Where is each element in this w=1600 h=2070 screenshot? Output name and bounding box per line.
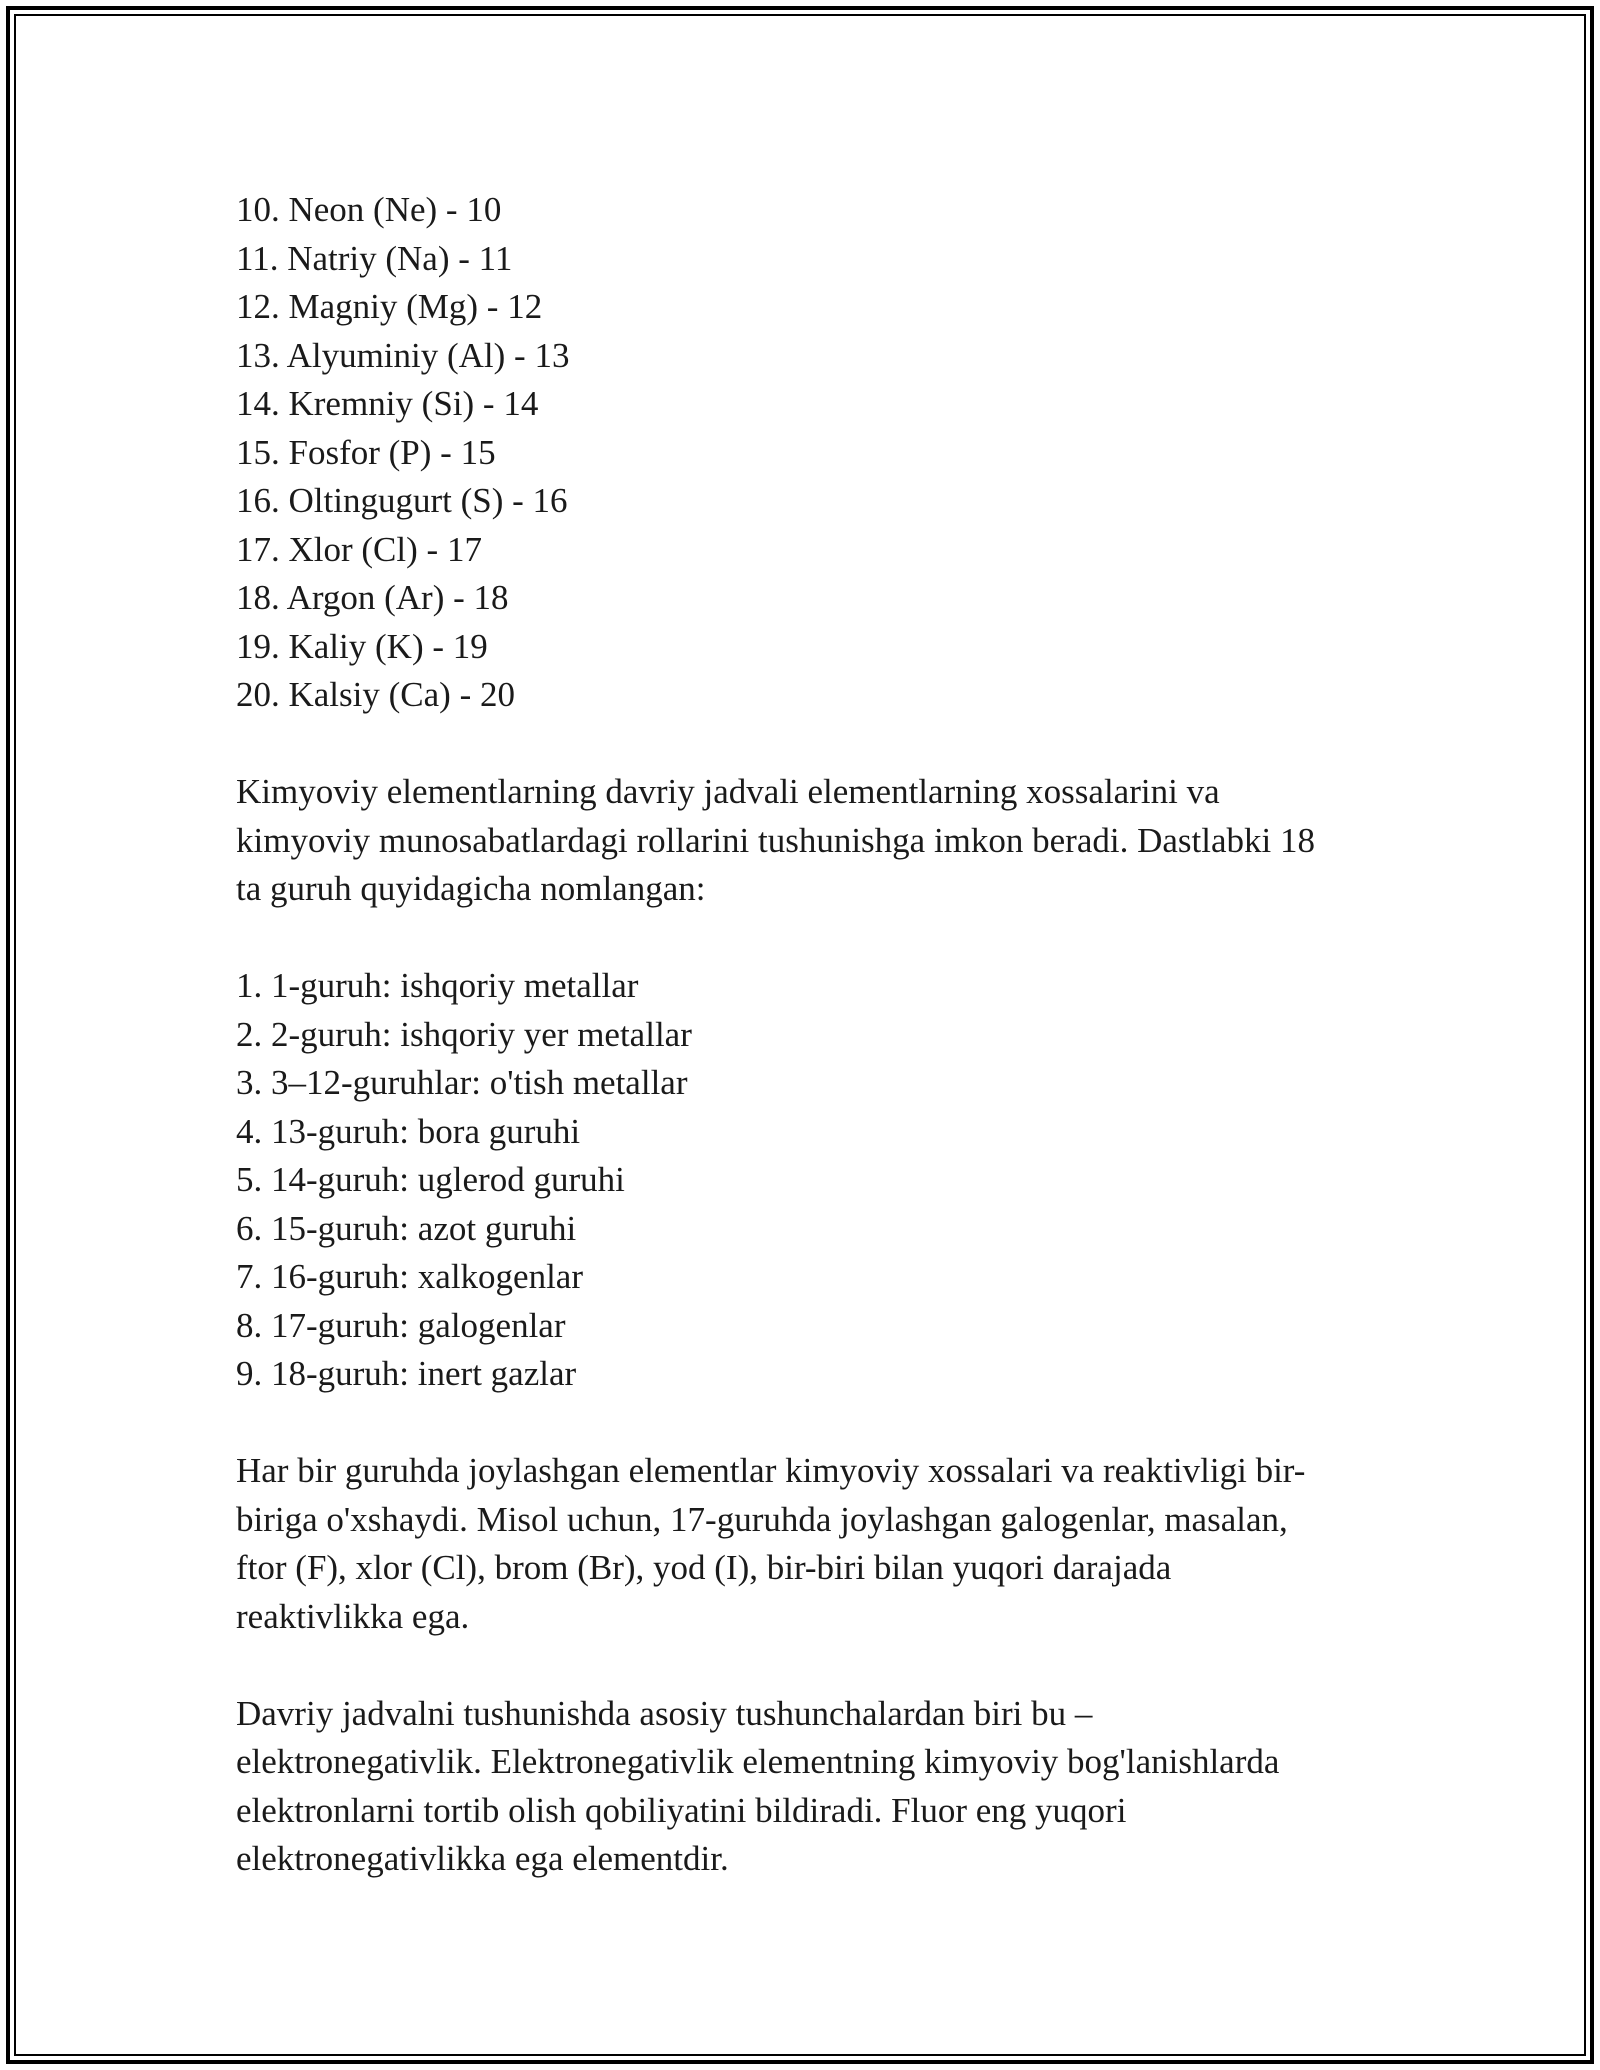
paragraph-line: biriga o'xshaydi. Misol uchun, 17-guruhda joylashgan galogenlar, masalan, xyxy=(236,1499,1288,1539)
list-item: 5. 14-guruh: uglerod guruhi xyxy=(236,1160,625,1199)
groups-list xyxy=(236,962,1396,1399)
list-item: 1. 1-guruh: ishqoriy metallar xyxy=(236,966,639,1005)
paragraph-gap xyxy=(236,1399,1396,1448)
paragraph-line: elektronegativlik. Elektronegativlik elementning kimyoviy bog'lanishlarda xyxy=(236,1742,1280,1781)
paragraph-line: reaktivlikka ega. xyxy=(236,1596,470,1636)
paragraph-line: elektronegativlikka ega elementdir. xyxy=(236,1839,729,1878)
list-item: 19. Kaliy (K) - 19 xyxy=(236,626,488,666)
document-body xyxy=(236,186,1396,1884)
paragraph-line: Davriy jadvalni tushunishda asosiy tushunchalardan biri bu – xyxy=(236,1693,1093,1733)
paragraph-electronegativity xyxy=(236,1690,1396,1884)
paragraph-gap xyxy=(236,1641,1396,1690)
list-item: 7. 16-guruh: xalkogenlar xyxy=(236,1257,583,1296)
list-item: 16. Oltingugurt (S) - 16 xyxy=(236,481,568,520)
list-item: 15. Fosfor (P) - 15 xyxy=(236,432,496,472)
list-item: 20. Kalsiy (Ca) - 20 xyxy=(236,675,515,714)
paragraph-intro xyxy=(236,768,1396,914)
paragraph-gap xyxy=(236,914,1396,963)
list-item: 6. 15-guruh: azot guruhi xyxy=(236,1208,577,1248)
paragraph-line: Har bir guruhda joylashgan elementlar kimyoviy xossalari va reaktivligi bir- xyxy=(236,1451,1306,1490)
paragraph-line: Kimyoviy elementlarning davriy jadvali elementlarning xossalarini va xyxy=(236,772,1220,811)
paragraph-line: elektronlarni tortib olish qobiliyatini bildiradi. Fluor eng yuqori xyxy=(236,1790,1127,1830)
list-item: 8. 17-guruh: galogenlar xyxy=(236,1305,566,1345)
paragraph-line: ftor (F), xlor (Cl), brom (Br), yod (I), bir-biri bilan yuqori darajada xyxy=(236,1548,1172,1587)
list-item: 14. Kremniy (Si) - 14 xyxy=(236,384,539,423)
elements-list xyxy=(236,186,1396,720)
list-item: 11. Natriy (Na) - 11 xyxy=(236,238,513,278)
list-item: 9. 18-guruh: inert gazlar xyxy=(236,1354,577,1393)
list-item: 2. 2-guruh: ishqoriy yer metallar xyxy=(236,1014,692,1054)
list-item: 17. Xlor (Cl) - 17 xyxy=(236,529,482,569)
list-item: 4. 13-guruh: bora guruhi xyxy=(236,1111,581,1151)
list-item: 18. Argon (Ar) - 18 xyxy=(236,578,509,617)
paragraph-gap xyxy=(236,720,1396,769)
paragraph-reactivity xyxy=(236,1447,1396,1641)
list-item: 10. Neon (Ne) - 10 xyxy=(236,190,502,229)
list-item: 13. Alyuminiy (Al) - 13 xyxy=(236,335,570,375)
paragraph-line: kimyoviy munosabatlardagi rollarini tushunishga imkon beradi. Dastlabki 18 xyxy=(236,820,1315,860)
list-item: 12. Magniy (Mg) - 12 xyxy=(236,287,543,326)
paragraph-line: ta guruh quyidagicha nomlangan: xyxy=(236,869,706,908)
list-item: 3. 3–12-guruhlar: o'tish metallar xyxy=(236,1063,688,1102)
